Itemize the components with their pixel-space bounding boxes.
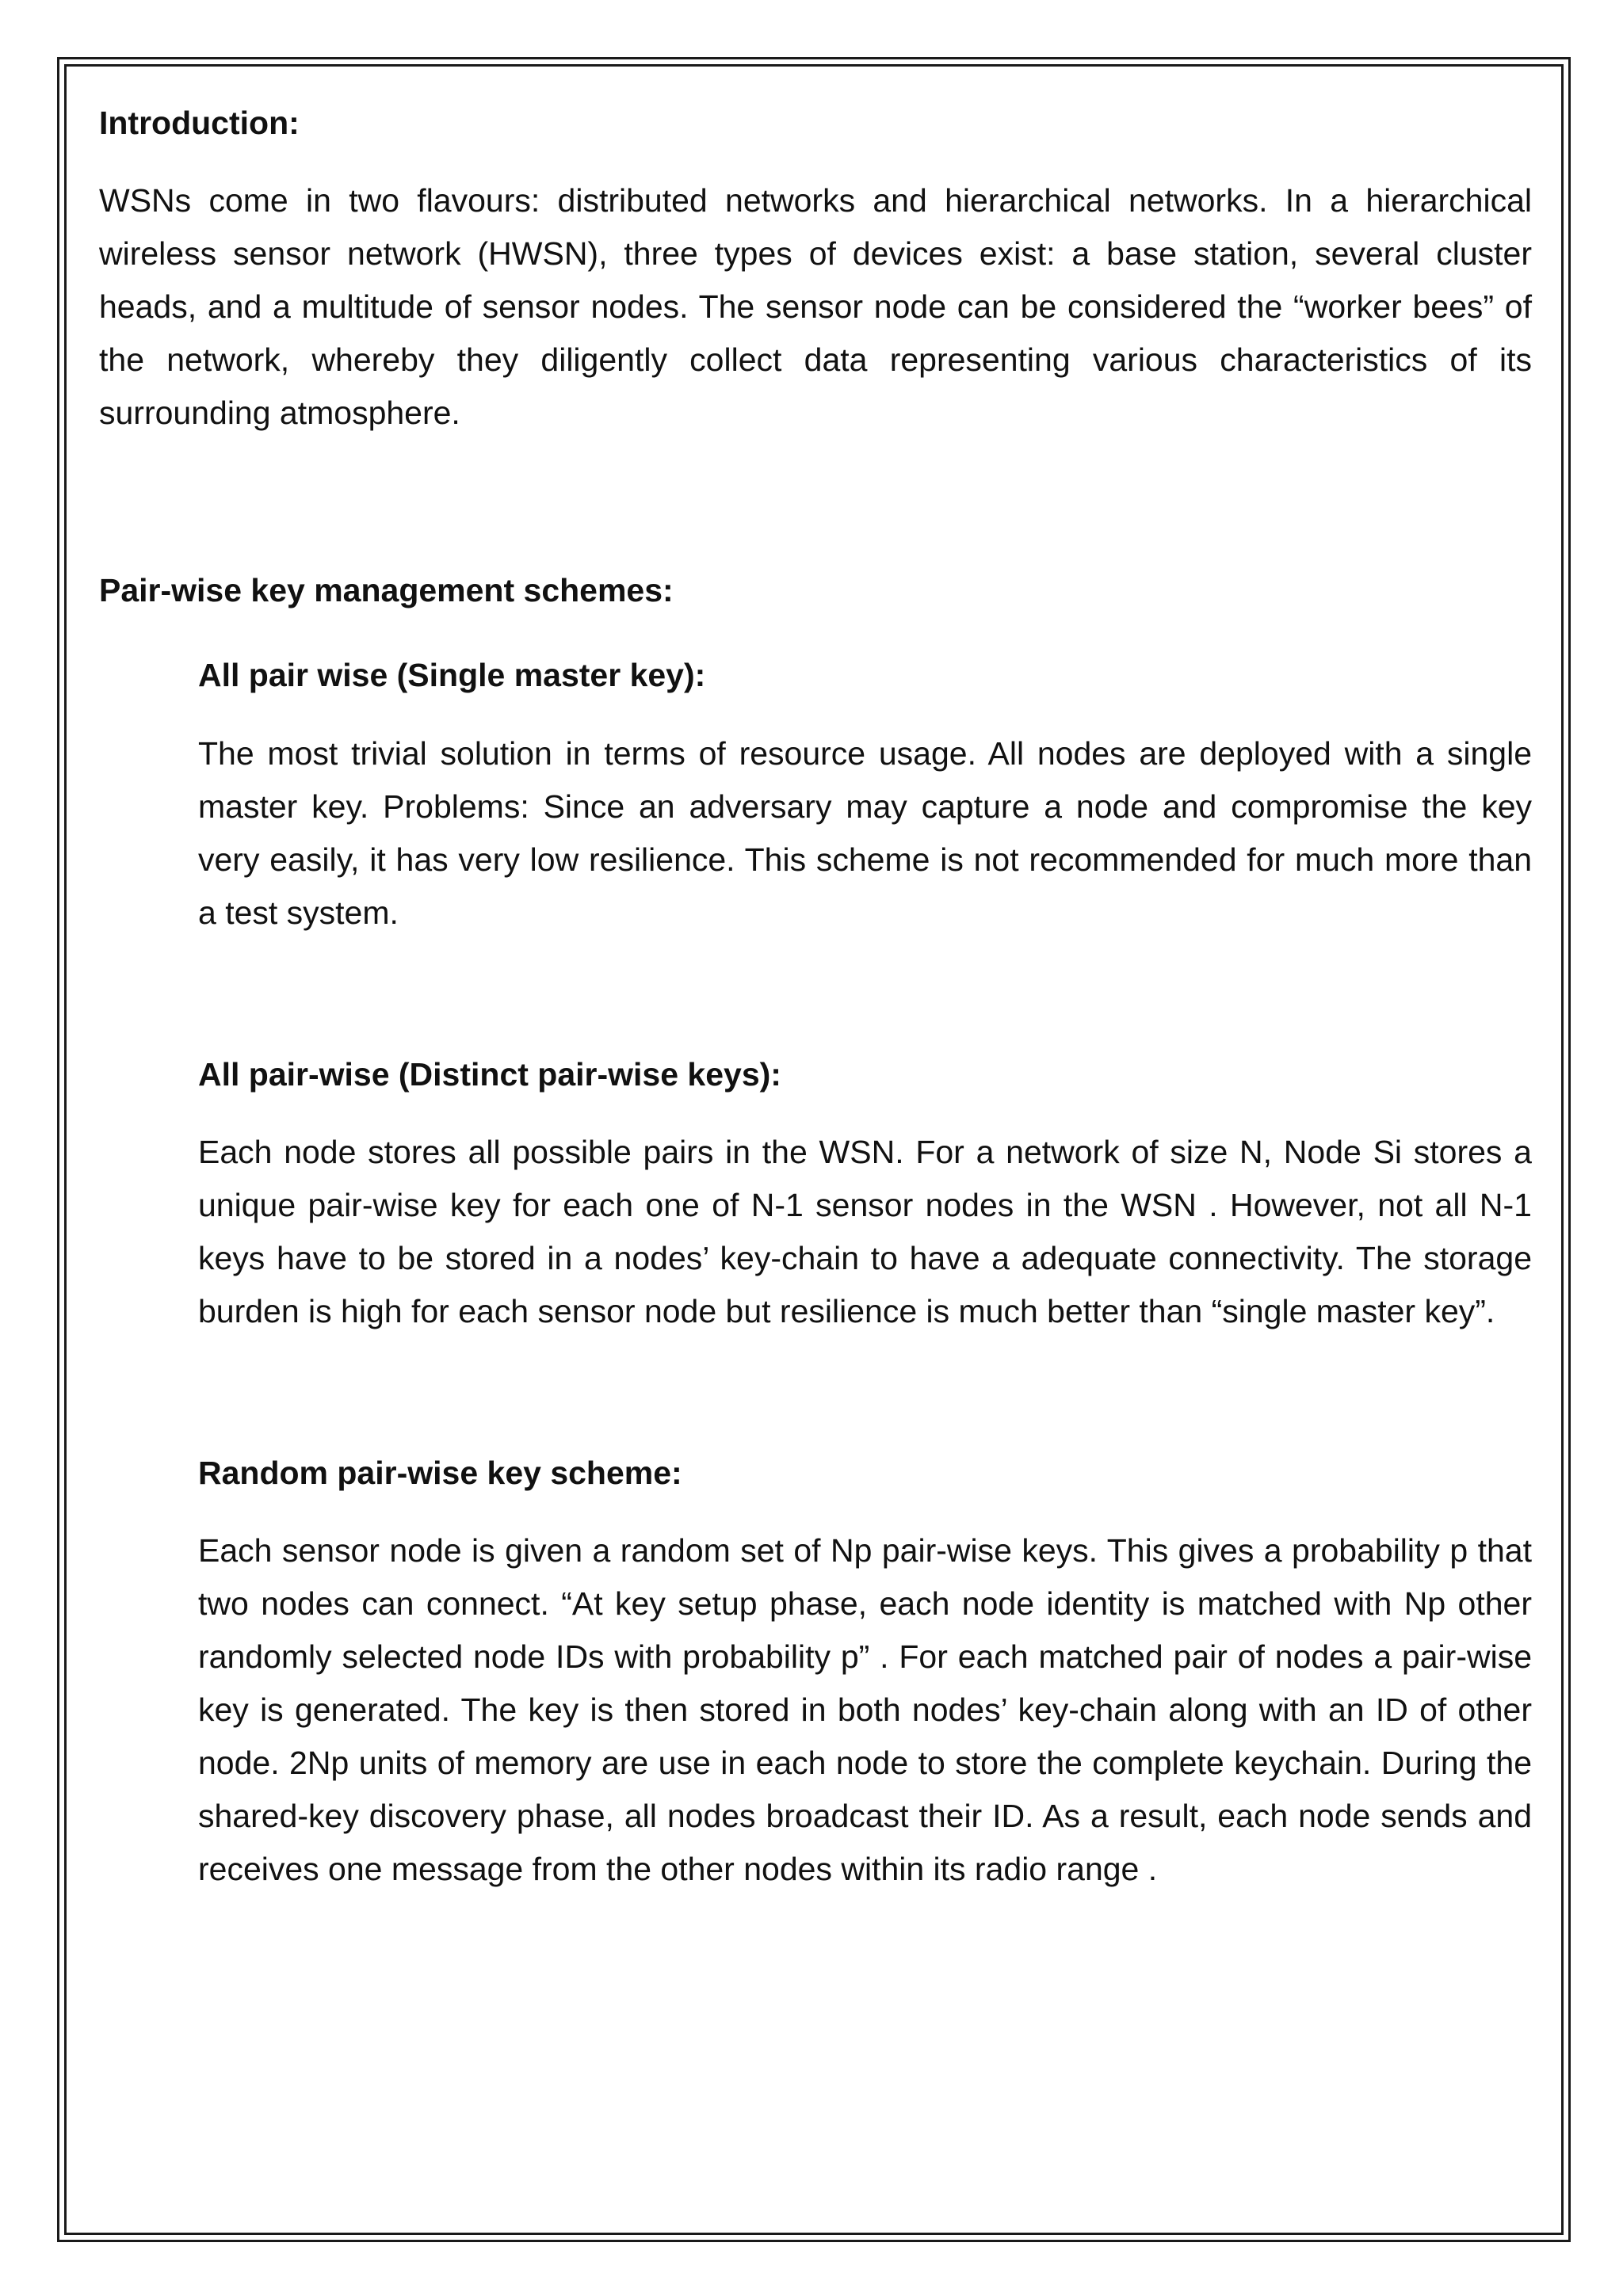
document-body — [99, 99, 1532, 1896]
single-master-key-paragraph: The most trivial solution in terms of resource usage. All nodes are deployed with a single master key. Problems: Since an adversary may capture a node and compromise the key very easily, it has very low resilience. This scheme is not recommended for much more than a test system. — [198, 734, 1532, 931]
distinct-pairwise-keys-paragraph: Each node stores all possible pairs in the WSN. For a network of size N, Node Si stores a unique pair-wise key for each one of N-1 sensor nodes in the WSN . However, not all N-1 keys have to be stored in a nodes’ key-chain to have a adequate connectivity. The storage burden is high for each sensor node but resilience is much better than “single master key”. — [198, 1133, 1532, 1329]
single-master-key-heading: All pair wise (Single master key): — [198, 657, 706, 694]
introduction-paragraph: WSNs come in two flavours: distributed networks and hierarchical networks. In a hierarchical wireless sensor network (HWSN), three types of devices exist: a base station, several cluster heads, and a multitude of sensor nodes. The sensor node can be considered the “worker bees” of the network, whereby they diligently collect data representing various characteristics of its surrounding atmosphere. — [99, 182, 1532, 432]
random-pairwise-key-paragraph: Each sensor node is given a random set of Np pair-wise keys. This gives a probability p that two nodes can connect. “At key setup phase, each node identity is matched with Np other randomly selected node IDs with probability p” . For each matched pair of nodes a pair-wise key is generated. The key is then stored in both nodes’ key-chain along with an ID of other node. 2Np units of memory are use in each node to store the complete keychain. During the shared-key discovery phase, all nodes broadcast their ID. As a result, each node sends and receives one message from the other nodes within its radio range . — [198, 1531, 1532, 1887]
distinct-pairwise-keys-heading: All pair-wise (Distinct pair-wise keys): — [198, 1055, 781, 1093]
introduction-heading: Introduction: — [99, 105, 300, 141]
random-pairwise-key-heading: Random pair-wise key scheme: — [198, 1454, 682, 1491]
pairwise-schemes-heading: Pair-wise key management schemes: — [99, 572, 674, 609]
